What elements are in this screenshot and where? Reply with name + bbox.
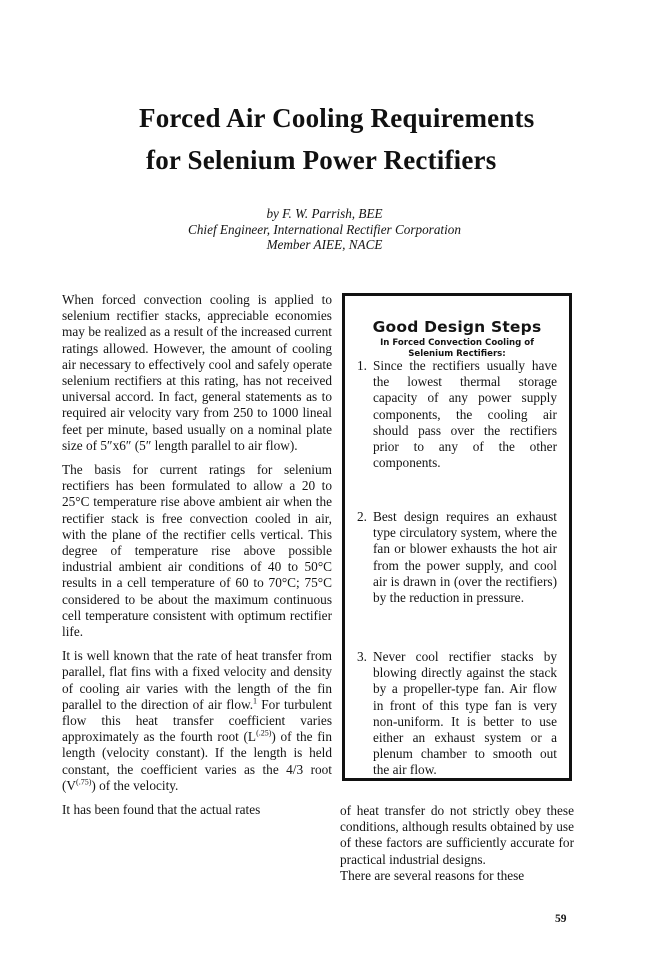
- box-subtitle: In Forced Convection Cooling of Selenium Rectifiers:: [380, 338, 534, 359]
- paragraph: The basis for current ratings for selenium rectifiers has been formulated to allow a 20 to 25°C temperature rise above ambient air when the rectifier stack is free convection cooled in air, with the plane of the rectifier cells vertical. This degree of temperature rise above possible industrial ambient air conditions of 40 to 50°C results in a cell temperature of 60 to 70°C; 75°C considered to be about the maximum continuous cell temperature consistent with optimum rectifier life.: [62, 462, 332, 640]
- article-title-line-1: Forced Air Cooling Requirements: [139, 103, 535, 133]
- author-membership: Member AIEE, NACE: [266, 237, 383, 252]
- right-column: [340, 803, 574, 884]
- paragraph-heat-transfer: It is well known that the rate of heat transfer from parallel, flat fins with a fixed velocity and density of cooling air varies with the length of the fin parallel to the direction of air flow.$^1$ For turbulent flow this heat transfer coefficient varies approximately as the fourth root $(L^{(.25)})$ of the fin length (velocity constant). If the length is held constant, the coefficient varies as the 4/3 root $(V^{(.75)})$ of the velocity.: [62, 648, 332, 793]
- exponent: (.25): [256, 728, 272, 738]
- left-column: [62, 292, 332, 818]
- article-title-line-2: for Selenium Power Rectifiers: [146, 145, 497, 175]
- paragraph: It has been found that the actual rates: [62, 802, 261, 818]
- step-text: Since the rectifiers usually have the lowest thermal storage capacity of any power supply components, the cooling air should pass over the rectifiers prior to any of the other components.: [373, 358, 557, 471]
- step-item: [357, 649, 557, 779]
- step-text: Never cool rectifier stacks by blowing directly against the stack by a propeller-type fan. Air flow in front of this type fan is very non-uniform. It is better to use either an exhaust system or a plenum chamber to smooth out the air flow.: [373, 649, 557, 778]
- paragraph: There are several reasons for these: [340, 867, 525, 883]
- byline: [0, 206, 649, 253]
- exponent: (.75): [76, 777, 92, 787]
- good-design-steps-box: [342, 293, 572, 781]
- author-position: Chief Engineer, International Rectifier Corporation: [188, 221, 461, 237]
- page-number: 59: [555, 913, 567, 925]
- box-title: Good Design Steps: [372, 318, 542, 336]
- step-text: Best design requires an exhaust type circulatory system, where the fan or blower exhausts the hot air from the power supply, and cool air is drawn in (over the rectifiers) by the reduction in pressure.: [373, 509, 557, 606]
- step-number: 3.: [357, 649, 367, 664]
- author: by F. W. Parrish, BEE: [266, 206, 383, 221]
- step-item: [357, 358, 557, 471]
- step-number: 1.: [357, 358, 367, 373]
- step-item: [357, 509, 557, 606]
- step-number: 2.: [357, 509, 367, 524]
- paragraph: When forced convection cooling is applied to selenium rectifier stacks, appreciable economies may be realized as a result of the increased current ratings allowed. However, the amount of cooling air necessary to effectively cool and safely operate selenium rectifiers at this rating, has not received universal accord. In fact, general statements as to required air velocity vary from 250 to 1000 lineal feet per minute, based usually on a nominal plate size of 5″x6″ (5″ length parallel to air flow).: [62, 292, 332, 453]
- footnote-ref: 1: [253, 696, 258, 706]
- paragraph: of heat transfer do not strictly obey these conditions, although results obtained by use of these factors are sufficiently accurate for practical industrial designs.: [340, 803, 574, 867]
